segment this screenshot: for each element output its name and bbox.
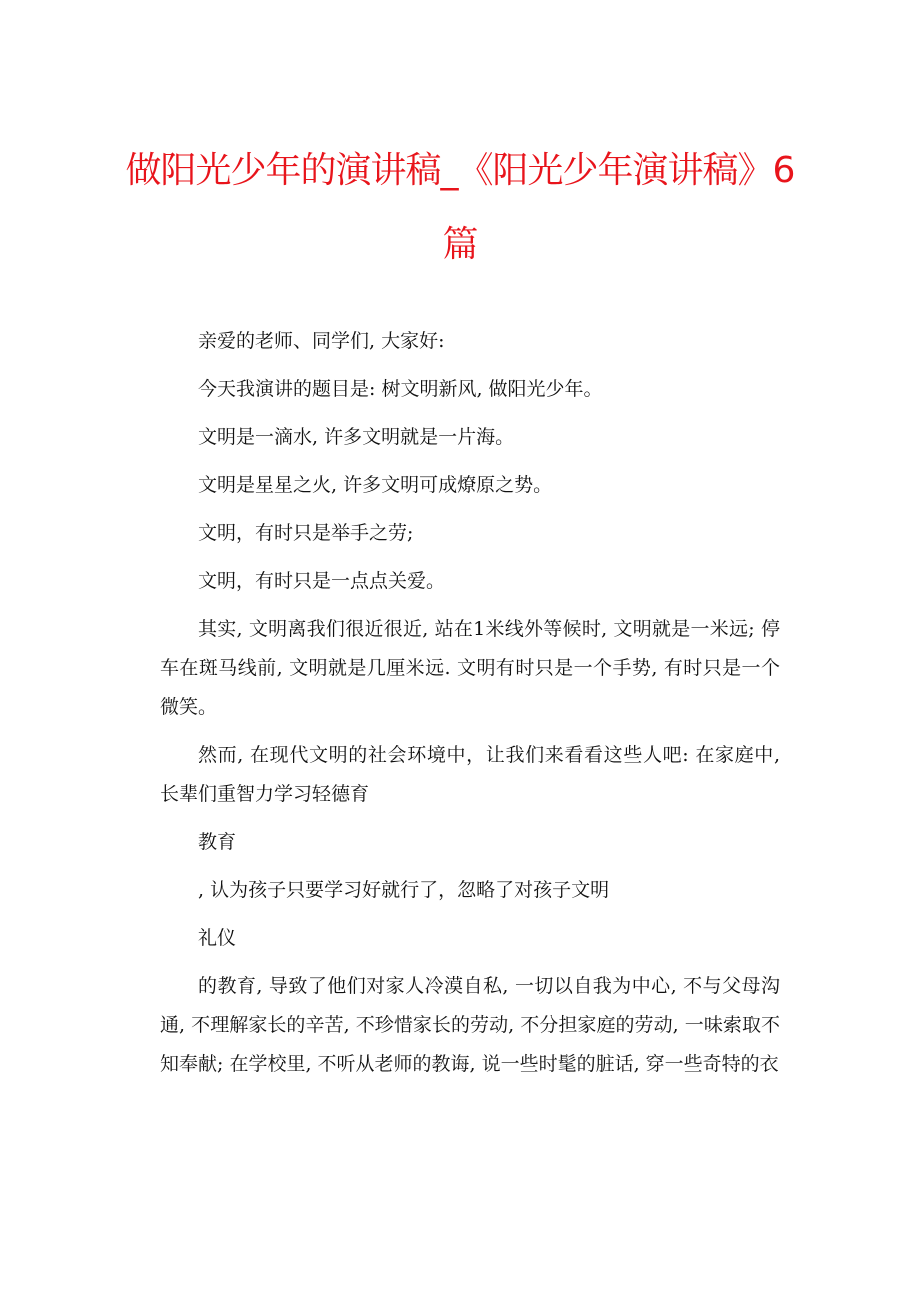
paragraph: 文明，有时只是举手之劳; — [198, 522, 414, 544]
paragraph: 其实, 文明离我们很近很近, 站在1米线外等候时, 文明就是一米远; 停车在斑马线前, 文明就是几厘米远. 文明有时只是一个手势, 有时只是一个微笑。 — [160, 618, 780, 718]
paragraph-topic: 今天我演讲的题目是: 树文明新风, 做阳光少年。 — [198, 378, 603, 400]
paragraph: 然而, 在现代文明的社会环境中，让我们来看看这些人吧: 在家庭中, 长辈们重智力学习轻德育 — [160, 744, 780, 805]
paragraph: 文明是星星之火, 许多文明可成燎原之势。 — [198, 474, 553, 496]
document-title: 做阳光少年的演讲稿_《阳光少年演讲稿》6篇 — [125, 150, 795, 265]
paragraph: 礼仪 — [198, 927, 237, 949]
paragraph: 文明是一滴水, 许多文明就是一片海。 — [198, 426, 515, 448]
paragraph-greeting: 亲爱的老师、同学们, 大家好: — [198, 330, 445, 352]
document-body — [160, 322, 780, 1093]
paragraph: 文明，有时只是一点点关爱。 — [198, 570, 446, 592]
paragraph: , 认为孩子只要学习好就行了，忽略了对孩子文明 — [198, 879, 610, 901]
paragraph: 教育 — [198, 831, 237, 853]
paragraph: 的教育, 导致了他们对家人冷漠自私, 一切以自我为中心, 不与父母沟通, 不理解家长的辛苦, 不珍惜家长的劳动, 不分担家庭的劳动, 一味索取不知奉献; 在学校里, 不听从老师的教诲, 说一些时髦的脏话, 穿一些奇特的衣 — [160, 975, 780, 1075]
